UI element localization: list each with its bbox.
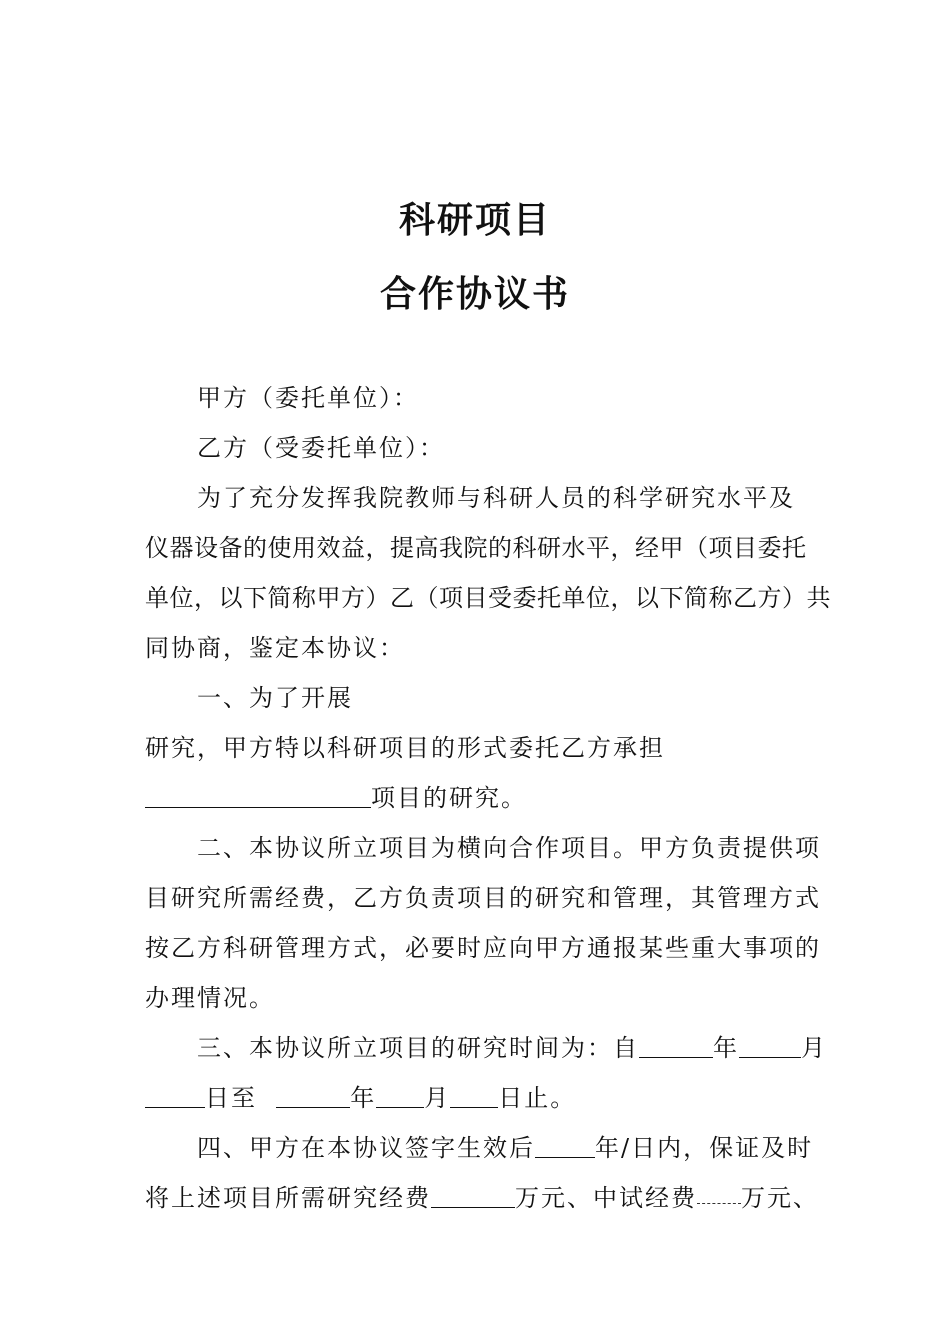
- document-title-line1: 科研项目: [398, 200, 551, 241]
- clause4-line-1: [197, 1132, 813, 1164]
- intro-line-3: 单位，以下简称甲方）乙（项目受委托单位，以下简称乙方）共: [145, 584, 831, 612]
- clause1-line-3: [145, 782, 527, 814]
- end-year-label: 年: [350, 1084, 377, 1112]
- clause2-line-4: 办理情况。: [145, 984, 275, 1012]
- intro-line-4: 同协商，鉴定本协议：: [145, 634, 405, 662]
- clause2-line-2: 目研究所需经费，乙方负责项目的研究和管理，其管理方式: [145, 884, 821, 912]
- clause1-line-1: 一、为了开展: [197, 684, 353, 712]
- start-month-blank: [739, 1033, 801, 1058]
- start-day-blank: [145, 1083, 205, 1108]
- day-to-label: 日至: [205, 1084, 257, 1112]
- clause3-line-1: [197, 1032, 827, 1064]
- end-day-blank: [450, 1083, 498, 1108]
- clause3-prefix: 三、本协议所立项目的研究时间为：自: [197, 1034, 639, 1062]
- clause1-suffix: 项目的研究。: [371, 784, 527, 812]
- pilot-fund-blank: [697, 1189, 741, 1204]
- clause2-line-3: 按乙方科研管理方式，必要时应向甲方通报某些重大事项的: [145, 934, 821, 962]
- clause1-line-2: 研究，甲方特以科研项目的形式委托乙方承担: [145, 734, 665, 762]
- pilot-fund-unit: 万元、: [741, 1184, 819, 1212]
- clause4-prefix: 四、甲方在本协议签字生效后: [197, 1134, 535, 1162]
- intro-line-2: 仪器设备的使用效益，提高我院的科研水平，经甲（项目委托: [145, 534, 807, 562]
- end-month-blank: [376, 1083, 424, 1108]
- end-label: 日止。: [498, 1084, 577, 1112]
- end-month-label: 月: [424, 1084, 451, 1112]
- start-year-blank: [639, 1033, 713, 1058]
- clause3-line-2: [145, 1082, 576, 1114]
- project-name-blank: [145, 783, 371, 808]
- party-b-label: 乙方（受委托单位）：: [197, 434, 445, 462]
- research-fund-unit: 万元、中试经费: [515, 1184, 697, 1212]
- clause2-line-1: 二、本协议所立项目为横向合作项目。甲方负责提供项: [197, 834, 821, 862]
- payment-period-blank: [535, 1133, 595, 1158]
- end-year-blank: [276, 1083, 350, 1108]
- intro-line-1: 为了充分发挥我院教师与科研人员的科学研究水平及: [197, 484, 795, 512]
- research-fund-blank: [431, 1183, 515, 1208]
- document-title-line2: 合作协议书: [379, 274, 570, 315]
- start-month-label: 月: [801, 1034, 827, 1062]
- start-year-label: 年: [713, 1034, 739, 1062]
- party-a-label: 甲方（委托单位）：: [197, 384, 419, 412]
- clause4-line2-prefix: 将上述项目所需研究经费: [145, 1184, 431, 1212]
- clause4-after-blank: 年/日内，保证及时: [595, 1134, 814, 1162]
- clause4-line-2: [145, 1182, 819, 1214]
